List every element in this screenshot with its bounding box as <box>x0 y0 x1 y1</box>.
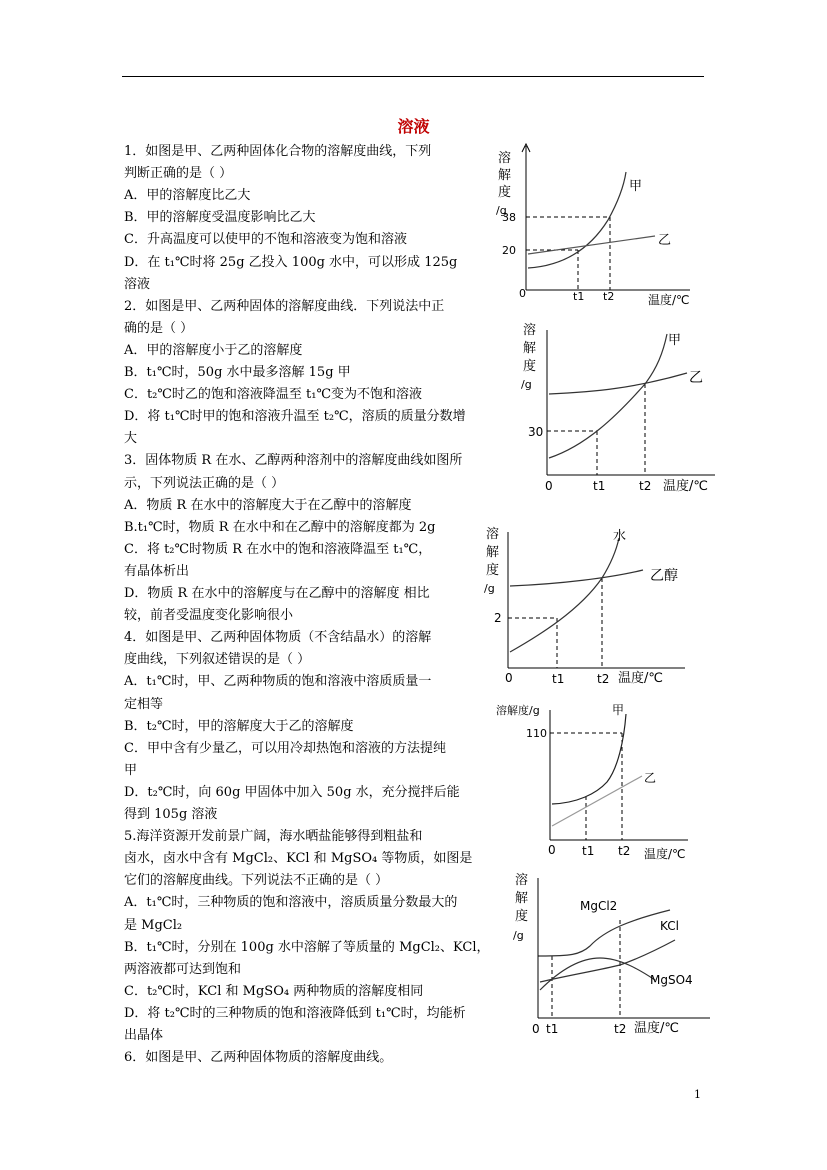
text-line: A．t₁℃时，甲、乙两种物质的饱和溶液中溶质质量一 <box>124 674 432 690</box>
ylabel-char: 解 <box>523 341 537 356</box>
solubility-chart-3 <box>480 520 710 690</box>
curve-yi <box>528 236 655 254</box>
text-line: 溶液 <box>124 276 151 292</box>
text-line: 定相等 <box>124 696 164 712</box>
text-line: A．甲的溶解度比乙大 <box>124 188 251 204</box>
header-rule <box>122 76 704 77</box>
curve-mgcl2 <box>540 910 670 956</box>
curve-jia <box>549 334 667 458</box>
text-line: 卤水，卤水中含有 MgCl₂、KCl 和 MgSO₄ 等物质，如图是 <box>124 851 473 867</box>
ylabel-char: /g <box>513 929 524 942</box>
text-line: 3．固体物质 R 在水、乙醇两种溶剂中的溶解度曲线如图所 <box>124 453 463 469</box>
text-line: 6．如图是甲、乙两种固体物质的溶解度曲线。 <box>124 1050 393 1066</box>
guide-lines <box>550 733 622 840</box>
text-line: 确的是（ ） <box>124 320 194 336</box>
text-line: C．升高温度可以使甲的不饱和溶液变为饱和溶液 <box>124 232 407 248</box>
ylabel-char: 溶 <box>523 323 537 338</box>
axes <box>538 878 710 1018</box>
series-label-yi: 乙 <box>689 370 703 386</box>
series-label-water: 水 <box>613 529 627 544</box>
series-label-yi: 乙 <box>644 771 657 785</box>
text-line: A．物质 R 在水中的溶解度大于在乙醇中的溶解度 <box>124 497 412 513</box>
text-line: 得到 105g 溶液 <box>124 807 218 822</box>
ytick-20: 20 <box>502 244 516 257</box>
text-line: B．t₁℃时，分别在 100g 水中溶解了等质量的 MgCl₂、KCl， <box>124 939 490 955</box>
page-number: 1 <box>694 1088 701 1101</box>
curve-ethanol <box>510 570 643 586</box>
xtick-t2: t2 <box>639 479 652 493</box>
xtick-t2: t2 <box>614 1022 627 1036</box>
curve-water <box>510 538 619 652</box>
origin-label: 0 <box>545 479 553 493</box>
xtick-t1: t1 <box>546 1022 559 1036</box>
xtick-t1: t1 <box>573 290 585 303</box>
text-line: 4．如图是甲、乙两种固体物质（不含结晶水）的溶解 <box>124 630 432 646</box>
solubility-chart-5 <box>510 870 725 1045</box>
ylabel-char: /g <box>496 204 507 217</box>
text-line: B.t₁℃时，物质 R 在水中和在乙醇中的溶解度都为 2g <box>124 519 436 535</box>
xlabel: 温度/℃ <box>644 847 686 861</box>
origin-label: 0 <box>505 671 513 685</box>
series-label-mgso4: MgSO4 <box>650 973 693 987</box>
text-line: 度曲线，下列叙述错误的是（ ） <box>124 652 311 668</box>
series-label-kcl: KCl <box>660 919 679 933</box>
xlabel: 温度/℃ <box>648 293 690 307</box>
ylabel <box>484 526 499 595</box>
text-line: D．物质 R 在水中的溶解度与在乙醇中的溶解度 相比 <box>124 586 430 601</box>
text-line: 较，前者受温度变化影响很小 <box>124 608 294 624</box>
ylabel: 溶解度/g <box>496 704 540 717</box>
text-line: 两溶液都可达到饱和 <box>124 961 242 977</box>
ytick-2: 2 <box>494 611 502 625</box>
text-line: 5.海洋资源开发前景广阔，海水晒盐能够得到粗盐和 <box>124 829 423 845</box>
ylabel <box>496 150 511 217</box>
series-label-mgcl2: MgCl2 <box>580 899 618 913</box>
series-label-yi: 乙 <box>658 233 672 248</box>
text-line: 示，下列说法正确的是（ ） <box>124 475 285 491</box>
xlabel: 温度/℃ <box>618 671 663 686</box>
text-line: C．甲中含有少量乙，可以用冷却热饱和溶液的方法提纯 <box>124 740 446 756</box>
ylabel-char: 度 <box>515 909 529 924</box>
text-line: D．将 t₂℃时的三种物质的饱和溶液降低到 t₁℃时，均能析 <box>124 1005 466 1021</box>
text-line: C．t₂℃时乙的饱和溶液降温至 t₁℃变为不饱和溶液 <box>124 387 423 403</box>
series-label-jia: 甲 <box>612 703 625 717</box>
text-line: B．t₂℃时，甲的溶解度大于乙的溶解度 <box>124 718 354 734</box>
curve-yi <box>549 373 687 394</box>
xtick-t2: t2 <box>597 672 610 686</box>
ylabel-char: 解 <box>486 545 500 560</box>
ylabel-char: /g <box>484 582 495 595</box>
origin-label: 0 <box>519 287 526 300</box>
xtick-t1: t1 <box>582 844 595 858</box>
page-title: 溶液 <box>397 117 430 136</box>
ylabel-char: 度 <box>498 185 512 200</box>
text-line: D．将 t₁℃时甲的饱和溶液升温至 t₂℃，溶质的质量分数增 <box>124 409 466 425</box>
series-label-ethanol: 乙醇 <box>650 568 678 584</box>
ylabel <box>513 872 528 942</box>
text-line: 它们的溶解度曲线。下列说法不正确的是（ ） <box>124 873 389 889</box>
ylabel-char: 溶 <box>486 527 500 542</box>
xlabel: 温度/℃ <box>663 479 708 494</box>
origin-label: 0 <box>532 1022 540 1036</box>
text-line: 是 MgCl₂ <box>124 917 183 933</box>
solubility-chart-1 <box>490 140 710 315</box>
guide-lines <box>526 217 610 290</box>
text-line: D．在 t₁℃时将 25g 乙投入 100g 水中，可以形成 125g <box>124 254 458 270</box>
axes <box>550 710 688 840</box>
text-line: 2．如图是甲、乙两种固体的溶解度曲线．下列说法中正 <box>124 298 445 314</box>
ytick-38: 38 <box>502 211 516 224</box>
text-line: 甲 <box>124 762 138 778</box>
xtick-t1: t1 <box>593 479 606 493</box>
xlabel: 温度/℃ <box>634 1021 679 1036</box>
ytick-110: 110 <box>526 727 547 740</box>
ylabel-char: 度 <box>486 563 500 578</box>
ylabel <box>521 322 536 391</box>
text-line: C．t₂℃时，KCl 和 MgSO₄ 两种物质的溶解度相同 <box>124 983 424 999</box>
text-line: 1．如图是甲、乙两种固体化合物的溶解度曲线，下列 <box>124 144 432 159</box>
text-line: C．将 t₂℃时物质 R 在水中的饱和溶液降温至 t₁℃， <box>124 541 432 557</box>
text-line: D．t₂℃时，向 60g 甲固体中加入 50g 水，充分搅拌后能 <box>124 784 460 800</box>
series-label-jia: 甲 <box>668 333 682 348</box>
text-line: 有晶体析出 <box>124 563 190 579</box>
ylabel-char: 度 <box>523 359 537 374</box>
ylabel-char: 解 <box>515 891 529 906</box>
axes <box>547 330 715 475</box>
curve-mgso4 <box>540 958 655 990</box>
text-line: A．甲的溶解度小于乙的溶解度 <box>124 342 303 358</box>
ylabel-char: 溶 <box>515 873 529 888</box>
ytick-30: 30 <box>528 425 544 439</box>
text-line: A．t₁℃时，三种物质的饱和溶液中，溶质质量分数最大的 <box>124 895 458 911</box>
ylabel-char: 溶 <box>498 151 512 166</box>
curve-yi <box>552 776 642 826</box>
ylabel-char: /g <box>521 378 532 391</box>
guide-lines <box>538 920 620 1018</box>
axes <box>508 532 685 668</box>
text-line: B．t₁℃时，50g 水中最多溶解 15g 甲 <box>124 365 351 380</box>
solubility-chart-4 <box>492 700 712 865</box>
text-line: 大 <box>124 431 138 447</box>
text-line: B．甲的溶解度受温度影响比乙大 <box>124 210 316 226</box>
ylabel-char: 解 <box>498 168 512 183</box>
xtick-t2: t2 <box>618 844 631 858</box>
text-line: 判断正确的是（ ） <box>124 166 233 182</box>
solubility-chart-2 <box>515 318 725 498</box>
text-line: 出晶体 <box>124 1028 164 1043</box>
origin-label: 0 <box>548 843 556 857</box>
series-label-jia: 甲 <box>629 179 643 194</box>
guide-lines <box>547 384 645 475</box>
xtick-t2: t2 <box>603 290 615 303</box>
xtick-t1: t1 <box>552 672 565 686</box>
curve-jia <box>528 172 626 268</box>
